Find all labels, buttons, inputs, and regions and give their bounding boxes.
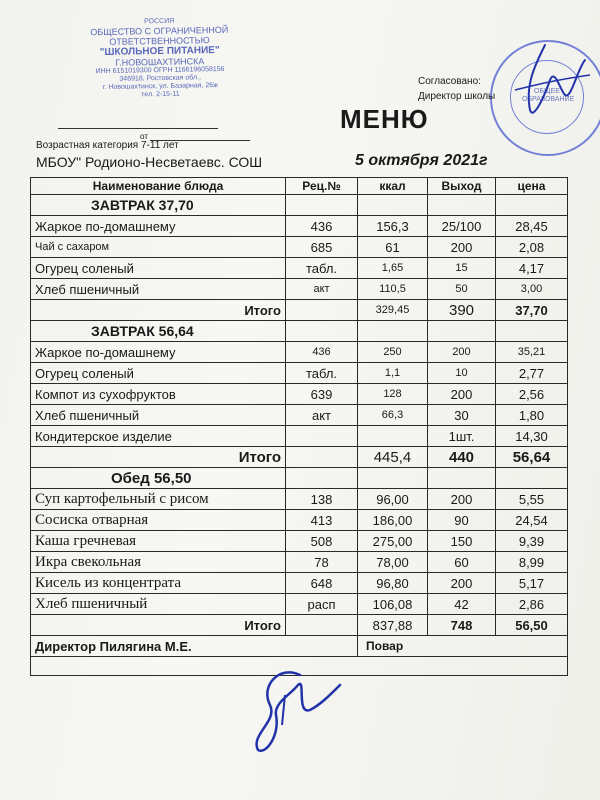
dish-name: Жаркое по-домашнему [31, 342, 286, 363]
table-row [31, 363, 568, 384]
price-value: 4,17 [496, 258, 568, 279]
output-value: 15 [428, 258, 496, 279]
stamp-line: ИНН 6151019300 ОГРН 1166196058156 [95, 65, 225, 76]
total-label: Итого [31, 615, 286, 636]
output-value: 200 [428, 342, 496, 363]
recipe-number: 508 [286, 531, 358, 552]
cook-label: Повар [358, 636, 568, 657]
recipe-number: 436 [286, 216, 358, 237]
dish-name: Каша гречневая [31, 531, 286, 552]
kcal-value: 110,5 [358, 279, 428, 300]
price-value: 1,80 [496, 405, 568, 426]
recipe-number: табл. [286, 258, 358, 279]
table-row [31, 237, 568, 258]
table-row [31, 573, 568, 594]
table-row [31, 342, 568, 363]
section-row [31, 195, 568, 216]
kcal-value: 61 [358, 237, 428, 258]
table-row [31, 510, 568, 531]
company-stamp [69, 16, 251, 119]
price-value: 28,45 [496, 216, 568, 237]
total-output: 440 [428, 447, 496, 468]
from-label: от [140, 132, 148, 141]
menu-table [30, 177, 568, 676]
menu-date: 5 октября 2021г [355, 152, 488, 169]
table-row [31, 531, 568, 552]
kcal-value: 106,08 [358, 594, 428, 615]
table-row [31, 426, 568, 447]
recipe-number: 685 [286, 237, 358, 258]
dish-name: Огурец соленый [31, 258, 286, 279]
dish-name: Суп картофельный с рисом [31, 489, 286, 510]
table-row [31, 258, 568, 279]
recipe-number [286, 426, 358, 447]
price-value: 9,39 [496, 531, 568, 552]
recipe-number: 639 [286, 384, 358, 405]
principal-signature-icon [505, 40, 595, 130]
table-row [31, 384, 568, 405]
column-header: Выход [428, 178, 496, 195]
output-value: 1шт. [428, 426, 496, 447]
output-value: 150 [428, 531, 496, 552]
price-value: 2,08 [496, 237, 568, 258]
dish-name: Огурец соленый [31, 363, 286, 384]
output-value: 10 [428, 363, 496, 384]
price-value: 8,99 [496, 552, 568, 573]
dish-name: Чай с сахаром [31, 237, 286, 258]
total-row [31, 300, 568, 321]
output-value: 42 [428, 594, 496, 615]
stamp-line: ОТВЕТСТВЕННОСТЬЮ [109, 35, 210, 47]
output-value: 200 [428, 489, 496, 510]
kcal-value: 186,00 [358, 510, 428, 531]
stamp-line: "ШКОЛЬНОЕ ПИТАНИЕ" [99, 44, 220, 59]
page-title: МЕНЮ [340, 104, 429, 134]
recipe-number: 413 [286, 510, 358, 531]
dish-name: Хлеб пшеничный [31, 279, 286, 300]
recipe-number: акт [286, 405, 358, 426]
total-output: 748 [428, 615, 496, 636]
output-value: 200 [428, 384, 496, 405]
price-value: 5,55 [496, 489, 568, 510]
price-value: 24,54 [496, 510, 568, 531]
dish-name: Хлеб пшеничный [31, 405, 286, 426]
section-title: ЗАВТРАК 37,70 [31, 195, 286, 216]
director-school-label: Директор школы [418, 91, 496, 102]
total-row [31, 447, 568, 468]
price-value: 2,77 [496, 363, 568, 384]
kcal-value: 96,00 [358, 489, 428, 510]
output-value: 50 [428, 279, 496, 300]
section-title: Обед 56,50 [31, 468, 286, 489]
table-row [31, 489, 568, 510]
output-value: 25/100 [428, 216, 496, 237]
kcal-value: 1,65 [358, 258, 428, 279]
total-label: Итого [31, 300, 286, 321]
total-price: 56,64 [496, 447, 568, 468]
price-value: 14,30 [496, 426, 568, 447]
director-signature-icon [240, 655, 350, 755]
table-row [31, 405, 568, 426]
signature-row [31, 636, 568, 657]
table-row [31, 594, 568, 615]
section-title: ЗАВТРАК 56,64 [31, 321, 286, 342]
age-category: Возрастная категория 7-11 лет [36, 140, 179, 151]
total-row [31, 615, 568, 636]
output-value: 200 [428, 573, 496, 594]
kcal-value: 66,3 [358, 405, 428, 426]
recipe-number: 138 [286, 489, 358, 510]
table-header-row [31, 178, 568, 195]
table-row [31, 552, 568, 573]
stamp-line: 346918, Ростовская обл., [119, 74, 202, 83]
stamp-line: ОБЩЕСТВО С ОГРАНИЧЕННОЙ [90, 24, 229, 38]
column-header: Рец.№ [286, 178, 358, 195]
dish-name: Компот из сухофруктов [31, 384, 286, 405]
stamp-line: Г.НОВОШАХТИНСКА [115, 56, 205, 68]
price-value: 2,86 [496, 594, 568, 615]
total-kcal: 329,45 [358, 300, 428, 321]
kcal-value: 96,80 [358, 573, 428, 594]
recipe-number: 436 [286, 342, 358, 363]
dish-name: Хлеб пшеничный [31, 594, 286, 615]
column-header: ккал [358, 178, 428, 195]
dish-name: Кондитерское изделие [31, 426, 286, 447]
school-name: МБОУ" Родионо-Несветаевс. СОШ [36, 154, 263, 170]
price-value: 5,17 [496, 573, 568, 594]
recipe-number: табл. [286, 363, 358, 384]
total-price: 37,70 [496, 300, 568, 321]
recipe-number: расп [286, 594, 358, 615]
column-header: Наименование блюда [31, 178, 286, 195]
total-price: 56,50 [496, 615, 568, 636]
kcal-value: 78,00 [358, 552, 428, 573]
price-value: 35,21 [496, 342, 568, 363]
column-header: цена [496, 178, 568, 195]
dish-name: Икра свекольная [31, 552, 286, 573]
kcal-value: 1,1 [358, 363, 428, 384]
stamp-line: тел. 2-15-11 [141, 90, 180, 99]
table-row [31, 216, 568, 237]
output-value: 60 [428, 552, 496, 573]
output-value: 30 [428, 405, 496, 426]
kcal-value: 275,00 [358, 531, 428, 552]
kcal-value: 250 [358, 342, 428, 363]
section-row [31, 321, 568, 342]
kcal-value [358, 426, 428, 447]
dish-name: Кисель из концентрата [31, 573, 286, 594]
recipe-number: 648 [286, 573, 358, 594]
section-row [31, 468, 568, 489]
signature-line [58, 128, 218, 129]
recipe-number: акт [286, 279, 358, 300]
total-label: Итого [31, 447, 286, 468]
table-row [31, 279, 568, 300]
total-output: 390 [428, 300, 496, 321]
price-value: 2,56 [496, 384, 568, 405]
output-value: 200 [428, 237, 496, 258]
stamp-line: г. Новошахтинск, ул. Базарная, 26ж [102, 81, 218, 92]
stamp-line: РОССИЯ [144, 17, 175, 26]
seal-text: ОБЩЕЕ ОБРАЗОВАНИЕ [522, 88, 575, 103]
approved-label: Согласовано: [418, 76, 481, 87]
price-value: 3,00 [496, 279, 568, 300]
recipe-number: 78 [286, 552, 358, 573]
dish-name: Жаркое по-домашнему [31, 216, 286, 237]
director-signature-label: Директор Пилягина М.Е. [31, 636, 358, 657]
output-value: 90 [428, 510, 496, 531]
kcal-value: 156,3 [358, 216, 428, 237]
total-kcal: 837,88 [358, 615, 428, 636]
kcal-value: 128 [358, 384, 428, 405]
total-kcal: 445,4 [358, 447, 428, 468]
dish-name: Сосиска отварная [31, 510, 286, 531]
